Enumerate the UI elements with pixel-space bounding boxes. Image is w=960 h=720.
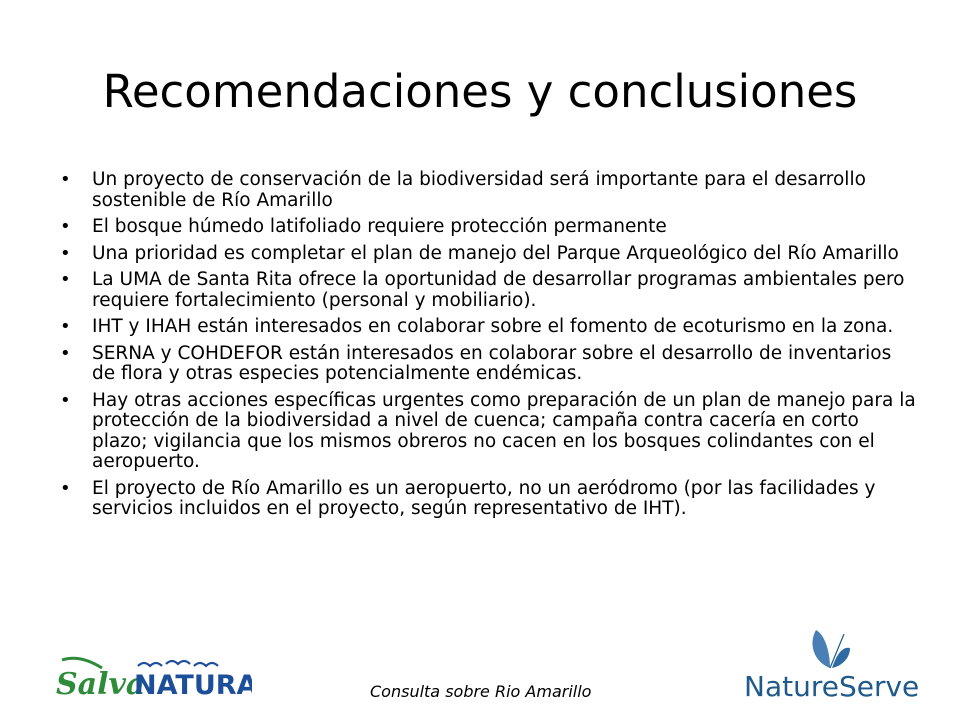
- footer-caption: Consulta sobre Rio Amarillo: [370, 682, 592, 701]
- bullet-text: El bosque húmedo latifoliado requiere protección permanente: [92, 216, 667, 237]
- bullet-icon: •: [60, 169, 71, 190]
- bullet-text: Hay otras acciones específicas urgentes como preparación de un plan de manejo para la protección de la biodiversidad a nivel de cuenca; campaña contra cacería en corto plazo; vigilancia que los mismos obreros no cacen en los bosques colindantes con el aeropuerto.: [92, 389, 916, 472]
- bullet-icon: •: [60, 342, 71, 364]
- bullet-item: [58, 270, 916, 311]
- bullet-item: [58, 317, 916, 338]
- bullet-item: [58, 391, 916, 473]
- bullet-item: [58, 244, 916, 265]
- salva-text: Salva: [56, 667, 146, 700]
- natureserve-logo: [744, 624, 920, 712]
- bullet-icon: •: [60, 477, 71, 499]
- bullet-text: Un proyecto de conservación de la biodiversidad será importante para el desarrollo sostenible de Río Amarillo: [92, 169, 866, 211]
- bullet-text: Una prioridad es completar el plan de manejo del Parque Arqueológico del Río Amarillo: [92, 242, 899, 264]
- bullet-icon: •: [60, 316, 71, 337]
- salvanatura-logo: [52, 654, 252, 700]
- bullet-icon: •: [60, 242, 71, 264]
- bullet-item: [58, 217, 916, 238]
- slide-title: Recomendaciones y conclusiones: [102, 65, 858, 118]
- bullet-text: SERNA y COHDEFOR están interesados en colaborar sobre el desarrollo de inventarios de flora y otras especies potencialmente endémicas.: [92, 342, 892, 384]
- bullet-list: [58, 170, 916, 526]
- bullet-icon: •: [60, 216, 71, 237]
- bullet-icon: •: [60, 269, 71, 290]
- natureserve-text: NatureServe: [744, 670, 920, 703]
- butterfly-icon: [744, 624, 914, 674]
- natura-text: NATURA: [134, 670, 252, 700]
- bullet-text: IHT y IHAH están interesados en colaborar sobre el fomento de ecoturismo en la zona.: [92, 316, 894, 337]
- salvanatura-logo-graphic: [52, 654, 252, 700]
- bullet-item: [58, 344, 916, 385]
- bullet-item: [58, 170, 916, 211]
- bullet-text: La UMA de Santa Rita ofrece la oportunidad de desarrollar programas ambientales pero requiere fortalecimiento (personal y mobiliario).: [92, 269, 905, 311]
- bullet-item: [58, 479, 916, 520]
- bird-icon: [138, 661, 218, 666]
- bullet-text: El proyecto de Río Amarillo es un aeropuerto, no un aeródromo (por las facilidades y servicios incluidos en el proyecto, según representativo de IHT).: [92, 477, 876, 519]
- bullet-icon: •: [60, 389, 71, 411]
